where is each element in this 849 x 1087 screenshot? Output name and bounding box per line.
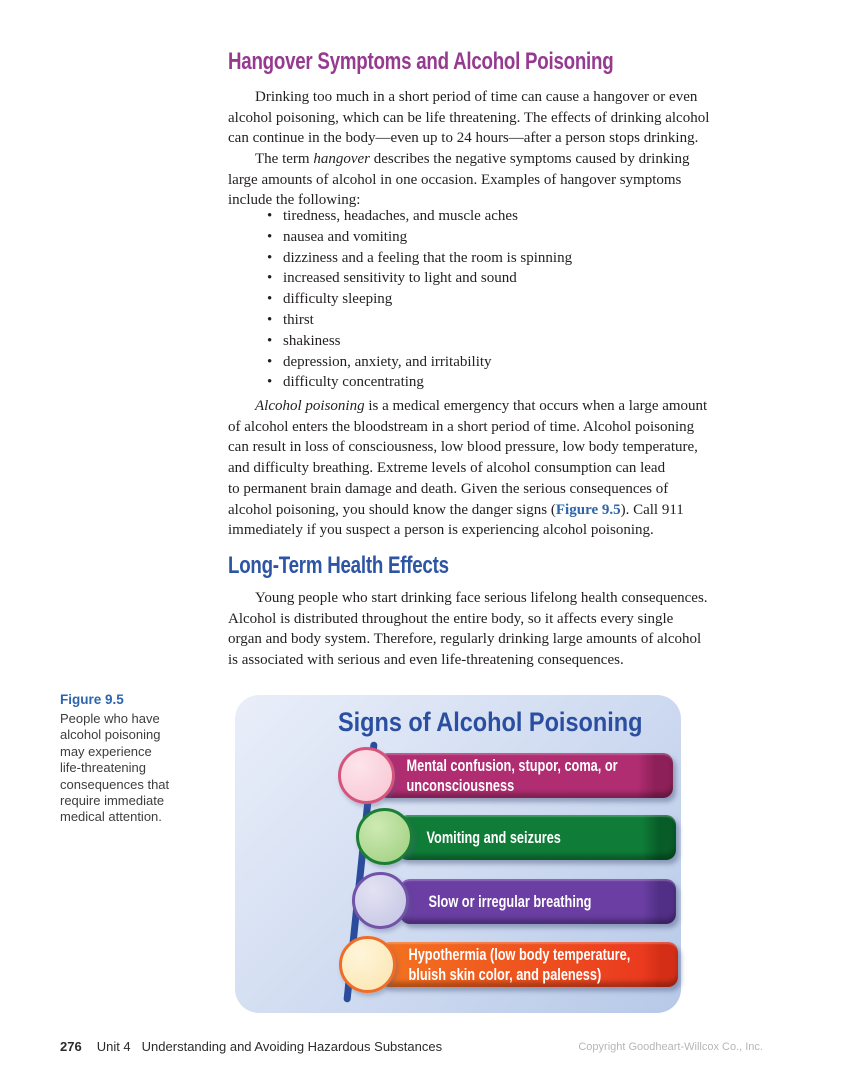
text-segment: to permanent brain damage and death. Given the serious consequences of	[228, 480, 669, 497]
text-line	[60, 793, 232, 809]
page-number: 276	[60, 1039, 82, 1054]
text-segment: alcohol poisoning, which can be life threatening. The effects of drinking alcohol	[228, 109, 710, 126]
text-line	[60, 711, 232, 727]
text-line	[228, 479, 707, 500]
figure-reference: Figure 9.5	[555, 501, 621, 518]
figure-banner	[380, 942, 678, 987]
text-segment: describes the negative symptoms caused by drinking	[369, 151, 690, 167]
text-line	[228, 149, 689, 170]
text-segment: Alcohol poisoning	[255, 398, 365, 414]
text-segment: Alcohol is distributed throughout the entire body, so it affects every single	[228, 610, 674, 627]
text-segment: medical attention.	[60, 809, 162, 825]
text-segment: require immediate	[60, 793, 165, 809]
text-segment: life-threatening	[60, 760, 146, 776]
text-line	[60, 727, 232, 743]
text-line	[228, 629, 708, 650]
text-line	[60, 777, 232, 793]
figure-circle	[356, 808, 413, 865]
text-segment: can result in loss of consciousness, low blood pressure, low body temperature,	[228, 439, 698, 456]
figure-banner-text	[378, 753, 618, 798]
text-segment: alcohol poisoning	[60, 727, 161, 743]
copyright-notice: Copyright Goodheart-Willcox Co., Inc.	[578, 1041, 763, 1053]
text-segment: immediately if you suspect a person is experiencing alcohol poisoning.	[228, 522, 654, 539]
text-segment: Young people who start drinking face serious lifelong health consequences.	[255, 590, 708, 606]
text-line	[228, 128, 709, 149]
bullet-item: • depression, anxiety, and irritability	[228, 352, 572, 373]
text-line: Vomiting and seizures	[426, 827, 561, 847]
text-line	[60, 760, 232, 776]
bullet-item: • shakiness	[228, 331, 572, 352]
text-segment: consequences that	[60, 776, 170, 792]
text-segment: is associated with serious and even life-threatening consequences.	[228, 652, 624, 669]
figure-circle	[338, 747, 395, 804]
text-segment: can continue in the body—even up to 24 hours—after a person stops drinking.	[228, 130, 699, 147]
text-line	[228, 396, 707, 417]
paragraph-long-term	[228, 588, 708, 671]
text-segment: organ and body system. Therefore, regularly drinking large amounts of alcohol	[228, 631, 702, 648]
figure-banner-text	[398, 815, 607, 860]
section-heading-hangover: Hangover Symptoms and Alcohol Poisoning	[228, 48, 614, 75]
text-segment: The term	[255, 151, 314, 167]
text-segment: People who have	[60, 711, 160, 726]
bullet-item: • dizziness and a feeling that the room is spinning	[228, 248, 572, 269]
figure-caption-label: Figure 9.5	[60, 692, 124, 707]
bullet-item: • difficulty sleeping	[228, 289, 572, 310]
text-segment: is a medical emergency that occurs when a large amount	[364, 398, 708, 414]
bullet-item: • nausea and vomiting	[228, 227, 572, 248]
unit-label: Unit 4	[96, 1039, 131, 1054]
text-line	[228, 417, 707, 438]
text-segment: alcohol poisoning, you should know the danger signs (	[228, 501, 556, 518]
text-segment: Drinking too much in a short period of time can cause a hangover or even	[255, 89, 698, 105]
text-segment: ). Call 911	[620, 501, 684, 518]
text-line	[228, 108, 709, 129]
unit-title: Understanding and Avoiding Hazardous Substances	[141, 1039, 443, 1054]
section-heading-long-term: Long-Term Health Effects	[228, 552, 449, 579]
figure-banner-text	[380, 942, 631, 987]
figure-circle	[339, 936, 396, 993]
figure-9-5-panel	[235, 695, 681, 1013]
text-line: unconsciousness	[406, 775, 515, 795]
paragraph-drinking	[228, 87, 709, 149]
text-line: Slow or irregular breathing	[428, 891, 592, 911]
bullet-item: • difficulty concentrating	[228, 372, 572, 393]
text-segment: large amounts of alcohol in one occasion. Examples of hangover symptoms	[228, 171, 682, 188]
text-line	[60, 744, 232, 760]
paragraph-hangover-term	[228, 149, 689, 211]
bullet-item: • thirst	[228, 310, 572, 331]
text-line	[228, 170, 689, 191]
figure-banner	[398, 815, 676, 860]
text-line: bluish skin color, and paleness)	[408, 964, 602, 984]
paragraph-alcohol-poisoning	[228, 396, 707, 541]
figure-banner	[400, 879, 676, 924]
text-line	[228, 437, 707, 458]
bullet-item: • increased sensitivity to light and sound	[228, 268, 572, 289]
figure-caption-text	[60, 711, 232, 826]
text-line	[228, 500, 707, 521]
text-line	[228, 588, 708, 609]
symptom-list	[228, 206, 572, 393]
bullet-item: • tiredness, headaches, and muscle aches	[228, 206, 572, 227]
text-line	[228, 520, 707, 541]
figure-title: Signs of Alcohol Poisoning	[337, 707, 643, 737]
text-segment: may experience	[60, 743, 152, 759]
text-line	[228, 87, 709, 108]
text-segment: and difficulty breathing. Extreme levels of alcohol consumption can lead	[228, 460, 666, 477]
text-line	[228, 650, 708, 671]
text-segment: of alcohol enters the bloodstream in a short period of time. Alcohol poisoning	[228, 418, 695, 435]
figure-banner	[378, 753, 673, 798]
text-line	[228, 458, 707, 479]
figure-caption	[60, 692, 232, 826]
text-line	[60, 809, 232, 825]
text-line: Hypothermia (low body temperature,	[408, 945, 631, 964]
text-line	[228, 609, 708, 630]
text-segment: hangover	[313, 151, 370, 167]
text-segment: include the following:	[228, 192, 361, 209]
figure-circle	[352, 872, 409, 929]
footer-left	[60, 1039, 442, 1054]
text-line: Mental confusion, stupor, coma, or	[406, 756, 618, 775]
figure-banner-text	[400, 879, 607, 924]
